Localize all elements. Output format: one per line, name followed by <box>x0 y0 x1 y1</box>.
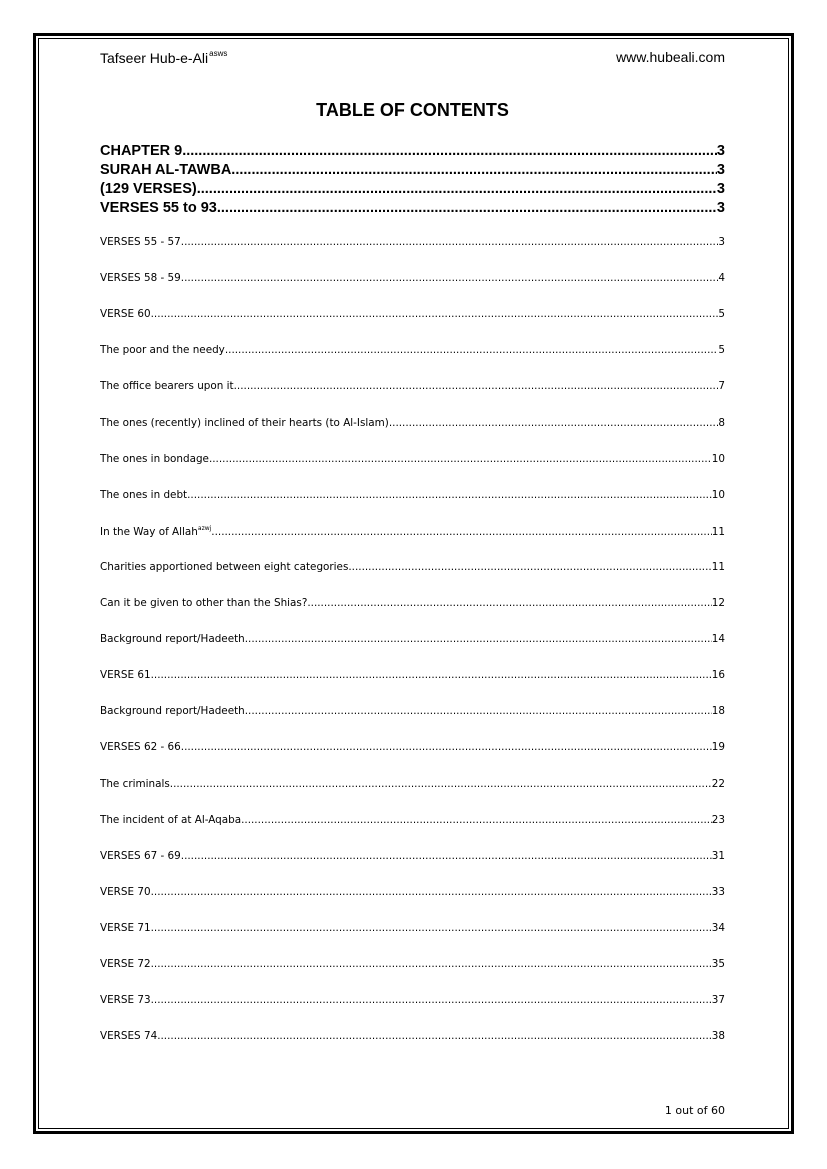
toc-entry-label-text: The ones in bondage <box>100 453 209 465</box>
toc-entry[interactable] <box>100 994 725 1006</box>
toc-entry[interactable] <box>100 633 725 645</box>
toc-entry-label: (129 VERSES) <box>100 181 197 197</box>
toc-dot-leader <box>151 922 712 934</box>
toc-entry[interactable] <box>100 1030 725 1042</box>
toc-entry-label <box>100 922 151 934</box>
toc-entry[interactable] <box>100 453 725 465</box>
toc-entry-label-text: VERSES 55 - 57 <box>100 236 181 248</box>
toc-entry-page: 4 <box>718 272 725 284</box>
toc-entry-page: 3 <box>716 162 725 178</box>
toc-entry[interactable] <box>100 561 725 573</box>
toc-title: TABLE OF CONTENTS <box>316 100 509 120</box>
toc-entry[interactable] <box>100 814 725 826</box>
toc-entry-page: 3 <box>716 200 725 216</box>
toc-dot-leader <box>241 814 712 826</box>
toc-dot-leader <box>157 1030 712 1042</box>
page-header <box>100 49 725 67</box>
toc-major-entry[interactable] <box>100 162 725 178</box>
toc-dot-leader <box>245 705 712 717</box>
toc-entry[interactable] <box>100 525 725 538</box>
toc-dot-leader <box>182 143 717 159</box>
toc-entry-label <box>100 850 181 862</box>
toc-entry-label <box>100 380 234 392</box>
toc-dot-leader <box>151 886 712 898</box>
toc-dot-leader <box>170 778 712 790</box>
toc-entry-label-text: Can it be given to other than the Shias? <box>100 597 308 609</box>
toc-dot-leader <box>307 597 711 609</box>
toc-entry-label <box>100 778 170 790</box>
toc-entry-page: 31 <box>711 850 725 862</box>
toc-dot-leader <box>151 669 712 681</box>
toc-entry-page: 11 <box>711 561 725 573</box>
toc-entry-page: 37 <box>711 994 725 1006</box>
toc-entry[interactable] <box>100 741 725 753</box>
toc-entry-label-text: VERSES 67 - 69 <box>100 850 181 862</box>
toc-entry-page: 3 <box>716 143 725 159</box>
toc-dot-leader <box>389 417 719 429</box>
toc-dot-leader <box>181 850 712 862</box>
toc-entry-label: SURAH AL-TAWBA <box>100 162 232 178</box>
toc-entry-label-text: Background report/Hadeeth <box>100 633 245 645</box>
toc-dot-leader <box>234 380 719 392</box>
toc-entry-page: 14 <box>711 633 725 645</box>
toc-entry-page: 10 <box>711 453 725 465</box>
toc-entry-label-text: The incident of at Al-Aqaba <box>100 814 242 826</box>
toc-entry[interactable] <box>100 922 725 934</box>
toc-entry[interactable] <box>100 308 725 320</box>
header-title-text: Tafseer Hub-e-Ali <box>100 50 209 66</box>
toc-entry-label <box>100 489 187 501</box>
toc-entry[interactable] <box>100 778 725 790</box>
toc-entry-label <box>100 994 151 1006</box>
toc-entry-label <box>100 561 348 573</box>
toc-entry-label <box>100 344 225 356</box>
toc-entry-page: 23 <box>711 814 725 826</box>
toc-entry-page: 7 <box>718 380 725 392</box>
toc-entry-label <box>100 886 151 898</box>
toc-entry[interactable] <box>100 850 725 862</box>
toc-dot-leader <box>348 561 711 573</box>
toc-entry-page: 8 <box>718 417 725 429</box>
toc-dot-leader <box>181 741 712 753</box>
toc-entry[interactable] <box>100 417 725 429</box>
toc-major-entry[interactable] <box>100 200 725 216</box>
toc-entry-label <box>100 236 181 248</box>
toc-entry-label <box>100 958 151 970</box>
toc-entry-label-text: VERSE 71 <box>100 922 151 934</box>
toc-entry[interactable] <box>100 380 725 392</box>
toc-entry-label-text: VERSE 60 <box>100 308 151 320</box>
toc-entry-page: 5 <box>718 308 725 320</box>
toc-dot-leader <box>187 489 712 501</box>
toc-entry-label: CHAPTER 9 <box>100 143 183 159</box>
toc-entry[interactable] <box>100 272 725 284</box>
toc-entry-label-text: The criminals <box>100 778 170 790</box>
toc-entry[interactable] <box>100 669 725 681</box>
toc-entry-label-text: In the Way of Allah <box>100 526 198 538</box>
toc-entry[interactable] <box>100 489 725 501</box>
toc-entry-page: 18 <box>711 705 725 717</box>
toc-entry-label-text: Background report/Hadeeth <box>100 705 245 717</box>
toc-entry-label-text: The ones in debt <box>100 489 188 501</box>
toc-dot-leader <box>151 308 719 320</box>
toc-entry-page: 5 <box>718 344 725 356</box>
toc-entry-page: 19 <box>711 741 725 753</box>
toc-entry-page: 12 <box>711 597 725 609</box>
toc-entry[interactable] <box>100 597 725 609</box>
toc-entry-label-text: VERSE 70 <box>100 886 151 898</box>
toc-dot-leader <box>151 958 712 970</box>
toc-entry-page: 11 <box>711 526 725 538</box>
toc-entry-label <box>100 453 209 465</box>
toc-entry-label <box>100 417 389 429</box>
page-number: 1 out of 60 <box>664 1104 725 1117</box>
toc-entry-label-text: The poor and the needy <box>100 344 225 356</box>
toc-dot-leader <box>209 453 712 465</box>
toc-entry-page: 35 <box>711 958 725 970</box>
toc-entry-label <box>100 669 151 681</box>
toc-dot-leader <box>231 162 717 178</box>
toc-entry-label <box>100 597 307 609</box>
toc-dot-leader <box>151 994 712 1006</box>
header-website-link[interactable]: www.hubeali.com <box>616 49 725 65</box>
toc-entry-label-text: VERSES 58 - 59 <box>100 272 181 284</box>
toc-entry-label-text: VERSES 62 - 66 <box>100 741 181 753</box>
toc-entry-page: 3 <box>718 236 725 248</box>
toc-dot-leader <box>197 181 717 197</box>
toc-entry-label <box>100 741 181 753</box>
toc-dot-leader <box>245 633 712 645</box>
toc-entry-label-text: VERSE 72 <box>100 958 151 970</box>
toc-entry-label-text: The ones (recently) inclined of their hearts (to Al-Islam) <box>100 417 389 429</box>
toc-entry-label <box>100 814 241 826</box>
toc-entry-label: VERSES 55 to 93 <box>100 200 217 216</box>
toc-entry[interactable] <box>100 705 725 717</box>
toc-entry-label <box>100 525 211 538</box>
toc-major-entry[interactable] <box>100 143 725 159</box>
toc-entry-label <box>100 705 245 717</box>
toc-entry-page: 38 <box>711 1030 725 1042</box>
toc-entry-label-text: The office bearers upon it <box>100 380 234 392</box>
toc-entry-label <box>100 272 181 284</box>
toc-entry-label <box>100 633 245 645</box>
toc-dot-leader <box>225 344 719 356</box>
header-title-superscript: asws <box>209 49 228 58</box>
toc-entry-page: 16 <box>711 669 725 681</box>
toc-entry-label-text: VERSE 73 <box>100 994 151 1006</box>
toc-entry-superscript: azwj <box>197 525 212 532</box>
toc-entry-page: 22 <box>711 778 725 790</box>
toc-dot-leader <box>217 200 717 216</box>
toc-entry-label <box>100 1030 157 1042</box>
toc-entry-page: 33 <box>711 886 725 898</box>
toc-entry-page: 3 <box>716 181 725 197</box>
toc-entry-label-text: VERSE 61 <box>100 669 151 681</box>
toc-dot-leader <box>211 526 711 538</box>
toc-entry-page: 34 <box>711 922 725 934</box>
toc-entry-label <box>100 308 151 320</box>
toc-dot-leader <box>181 236 719 248</box>
toc-entry[interactable] <box>100 344 725 356</box>
toc-entry-label-text: VERSES 74 <box>100 1030 158 1042</box>
toc-entry[interactable] <box>100 236 725 248</box>
header-title <box>100 49 227 66</box>
toc-entry-page: 10 <box>711 489 725 501</box>
toc-entry-label-text: Charities apportioned between eight categories <box>100 561 349 573</box>
toc-entry[interactable] <box>100 958 725 970</box>
toc-major-entry[interactable] <box>100 181 725 197</box>
toc-entry[interactable] <box>100 886 725 898</box>
toc-dot-leader <box>181 272 719 284</box>
